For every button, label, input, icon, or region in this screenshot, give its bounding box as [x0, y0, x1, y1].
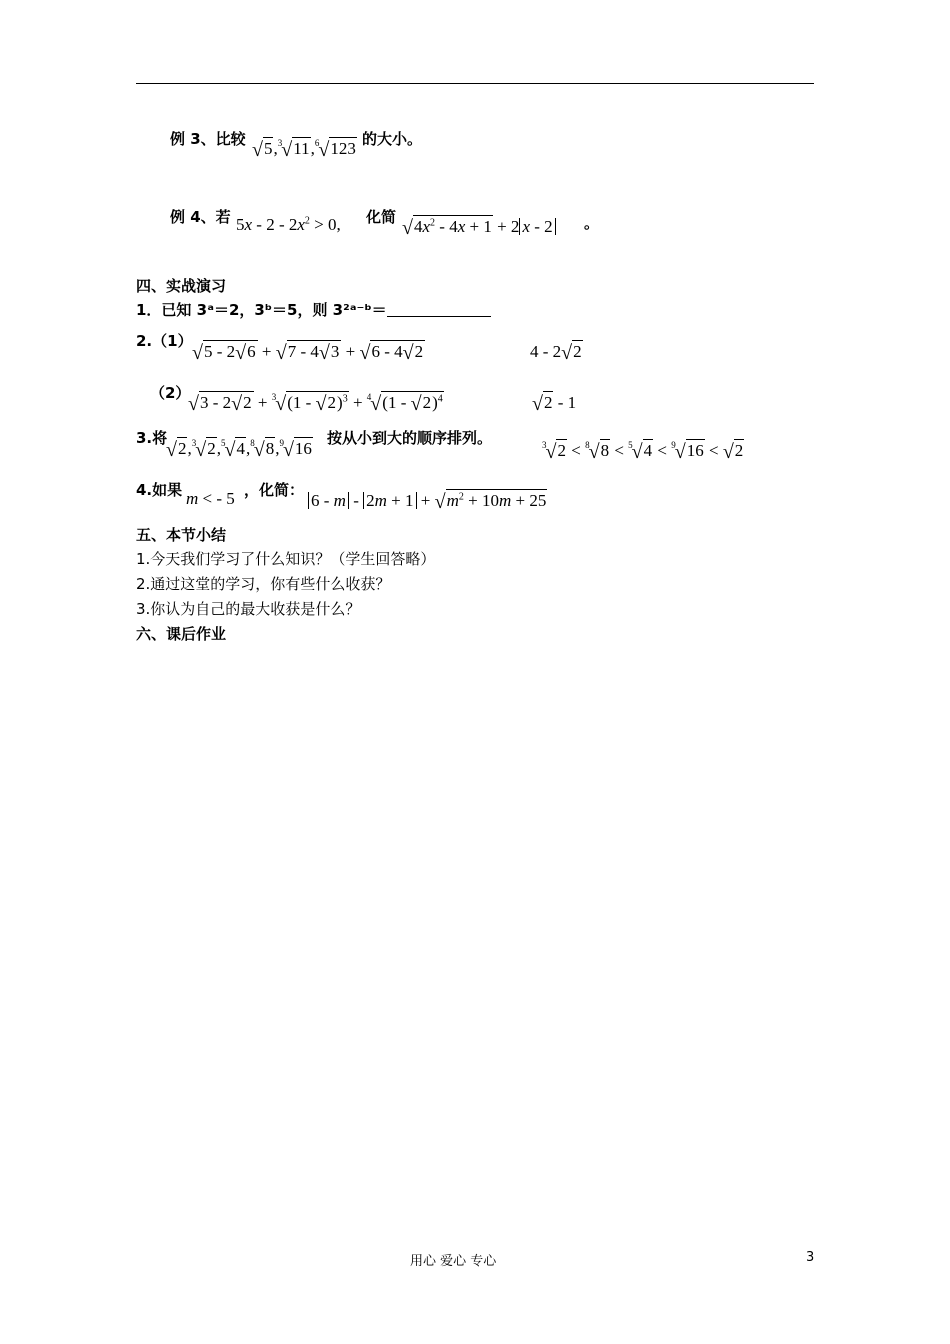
summary-item-2: 2.通过这堂的学习，你有些什么收获？ — [136, 575, 391, 593]
problem-2-label-1: 2.（1） — [136, 332, 193, 350]
example-4-mid: 化简 — [366, 208, 397, 226]
problem-4-label: 4.如果 — [136, 481, 183, 499]
problem-4-condition: m < - 5 — [186, 489, 235, 508]
example-3-label: 例 3、比较 — [170, 130, 246, 148]
problem-3-label: 3.将 — [136, 429, 168, 447]
problem-4-mid: ，化简： — [244, 481, 305, 499]
footer-text: 用心 爱心 专心 — [410, 1254, 497, 1269]
problem-1 — [136, 303, 491, 318]
problem-2-label-2: （2） — [150, 384, 191, 402]
example-3-expression: √5,$^3$√11,$^6$√123 — [252, 138, 356, 161]
problem-1-text: 1．已知 3ᵃ＝2，3ᵇ＝5，则 3²ᵃ⁻ᵇ＝ — [136, 301, 387, 319]
summary-item-3: 3.你认为自己的最大收获是什么？ — [136, 600, 361, 618]
problem-3-answer: $^3$√2 < $^8$√8 < $^5$√4 < $^9$√16 < √2 — [542, 440, 744, 463]
problem-3-expression: √2,$^3$√2,$^5$√4,$^8$√8,$^9$√16 — [166, 438, 312, 461]
answer-blank — [387, 316, 491, 317]
example-3-tail: 的大小。 — [362, 130, 423, 148]
page-number: 3 — [806, 1250, 815, 1265]
example-4-label: 例 4、若 — [170, 208, 231, 226]
example-4-tail: 。 — [584, 214, 600, 232]
problem-2-expression-2: √3 - 2√2 + $^3$√(1 - √2)$^3$ + $^4$√(1 - √2)$^4$ — [188, 392, 443, 415]
problem-3-tail: 按从小到大的顺序排列。 — [327, 429, 493, 447]
section-4-heading: 四、实战演习 — [136, 277, 227, 295]
problem-2-answer-1: 4 - 2√2 — [530, 342, 582, 364]
example-4-expression: $√4x^2 - 4x + 1 + 2$ x - 2 — [402, 216, 556, 236]
problem-4-expression: $6 - m - 2m + 1 + √m^2 + 10m + 25$ — [308, 490, 547, 510]
problem-2-answer-2: √2 - 1 — [532, 393, 577, 415]
section-5-heading: 五、本节小结 — [136, 526, 227, 544]
example-4-condition: $5x - 2 - 2x^2 > 0$, — [236, 215, 341, 234]
summary-item-1: 1.今天我们学习了什么知识？（学生回答略） — [136, 550, 436, 568]
section-6-heading: 六、课后作业 — [136, 625, 227, 643]
problem-2-expression-1: √5 - 2√6 + √7 - 4√3 + √6 - 4√2 — [192, 342, 424, 364]
header-rule — [136, 83, 814, 84]
